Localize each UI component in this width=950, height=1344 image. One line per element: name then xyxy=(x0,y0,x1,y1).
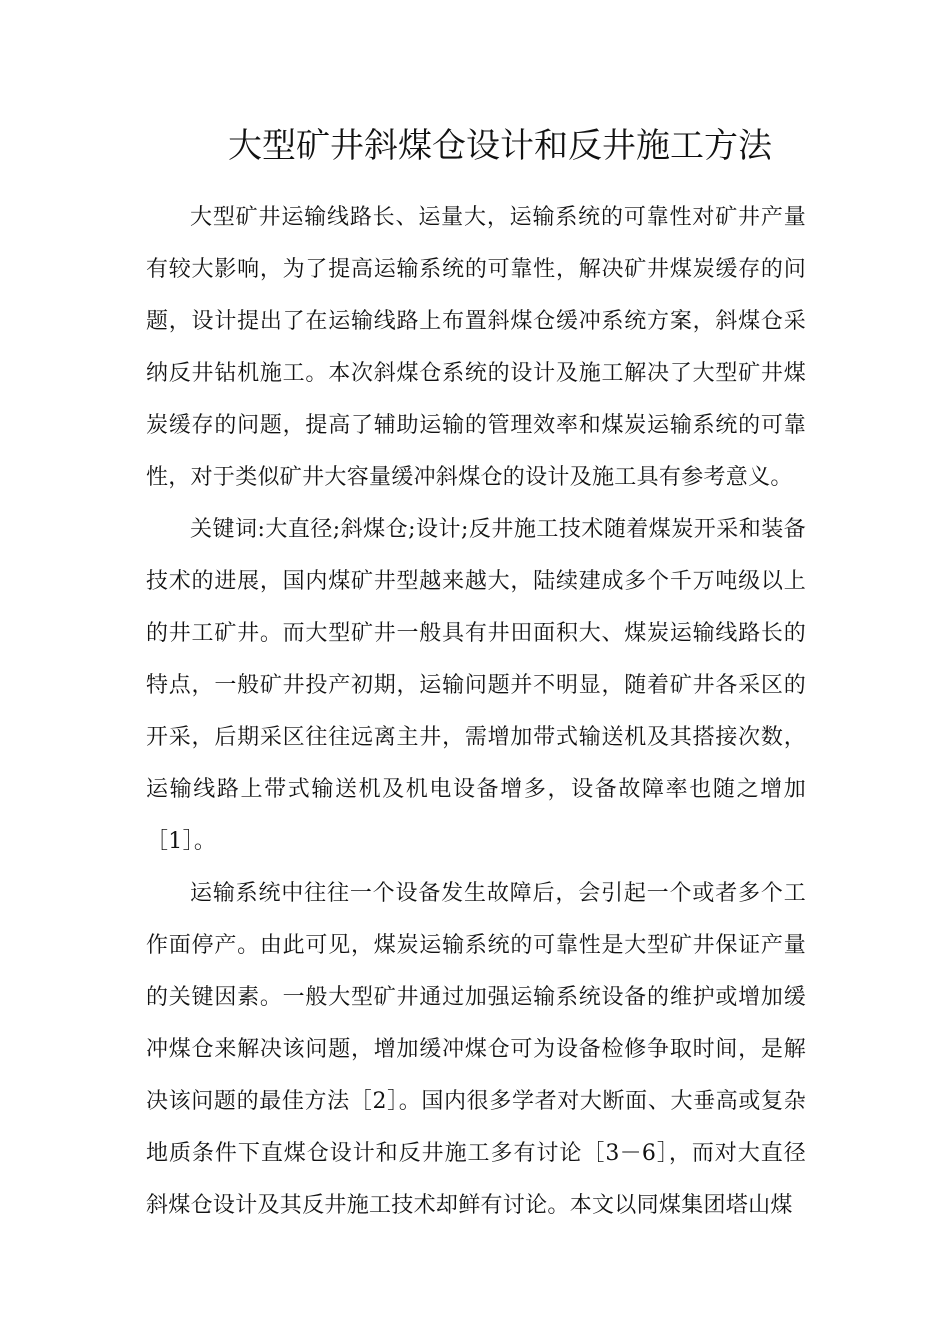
document-body xyxy=(146,192,806,1232)
paragraph-transport-reliability: 运输系统中往往一个设备发生故障后，会引起一个或者多个工作面停产。由此可见，煤炭运输系统的可靠性是大型矿井保证产量的关键因素。一般大型矿井通过加强运输系统设备的维护或增加缓冲煤仓来解决该问题，增加缓冲煤仓可为设备检修争取时间，是解决该问题的最佳方法［2］。国内很多学者对大断面、大垂高或复杂地质条件下直煤仓设计和反井施工多有讨论［3－6］，而对大直径斜煤仓设计及其反井施工技术却鲜有讨论。本文以同煤集团塔山煤 xyxy=(146,881,806,1218)
document-title: 大型矿井斜煤仓设计和反井施工方法 xyxy=(228,126,772,166)
paragraph-keywords-intro: 关键词:大直径;斜煤仓;设计;反井施工技术随着煤炭开采和装备技术的进展，国内煤矿井型越来越大，陆续建成多个千万吨级以上的井工矿井。而大型矿井一般具有井田面积大、煤炭运输线路长的特点，一般矿井投产初期，运输问题并不明显，随着矿井各采区的开采，后期采区往往远离主井，需增加带式输送机及其搭接次数，运输线路上带式输送机及机电设备增多，设备故障率也随之增加［1］。 xyxy=(146,517,806,854)
paragraph-abstract: 大型矿井运输线路长、运量大，运输系统的可靠性对矿井产量有较大影响，为了提高运输系统的可靠性，解决矿井煤炭缓存的问题，设计提出了在运输线路上布置斜煤仓缓冲系统方案，斜煤仓采纳反井钻机施工。本次斜煤仓系统的设计及施工解决了大型矿井煤炭缓存的问题，提高了辅助运输的管理效率和煤炭运输系统的可靠性，对于类似矿井大容量缓冲斜煤仓的设计及施工具有参考意义。 xyxy=(146,205,806,490)
